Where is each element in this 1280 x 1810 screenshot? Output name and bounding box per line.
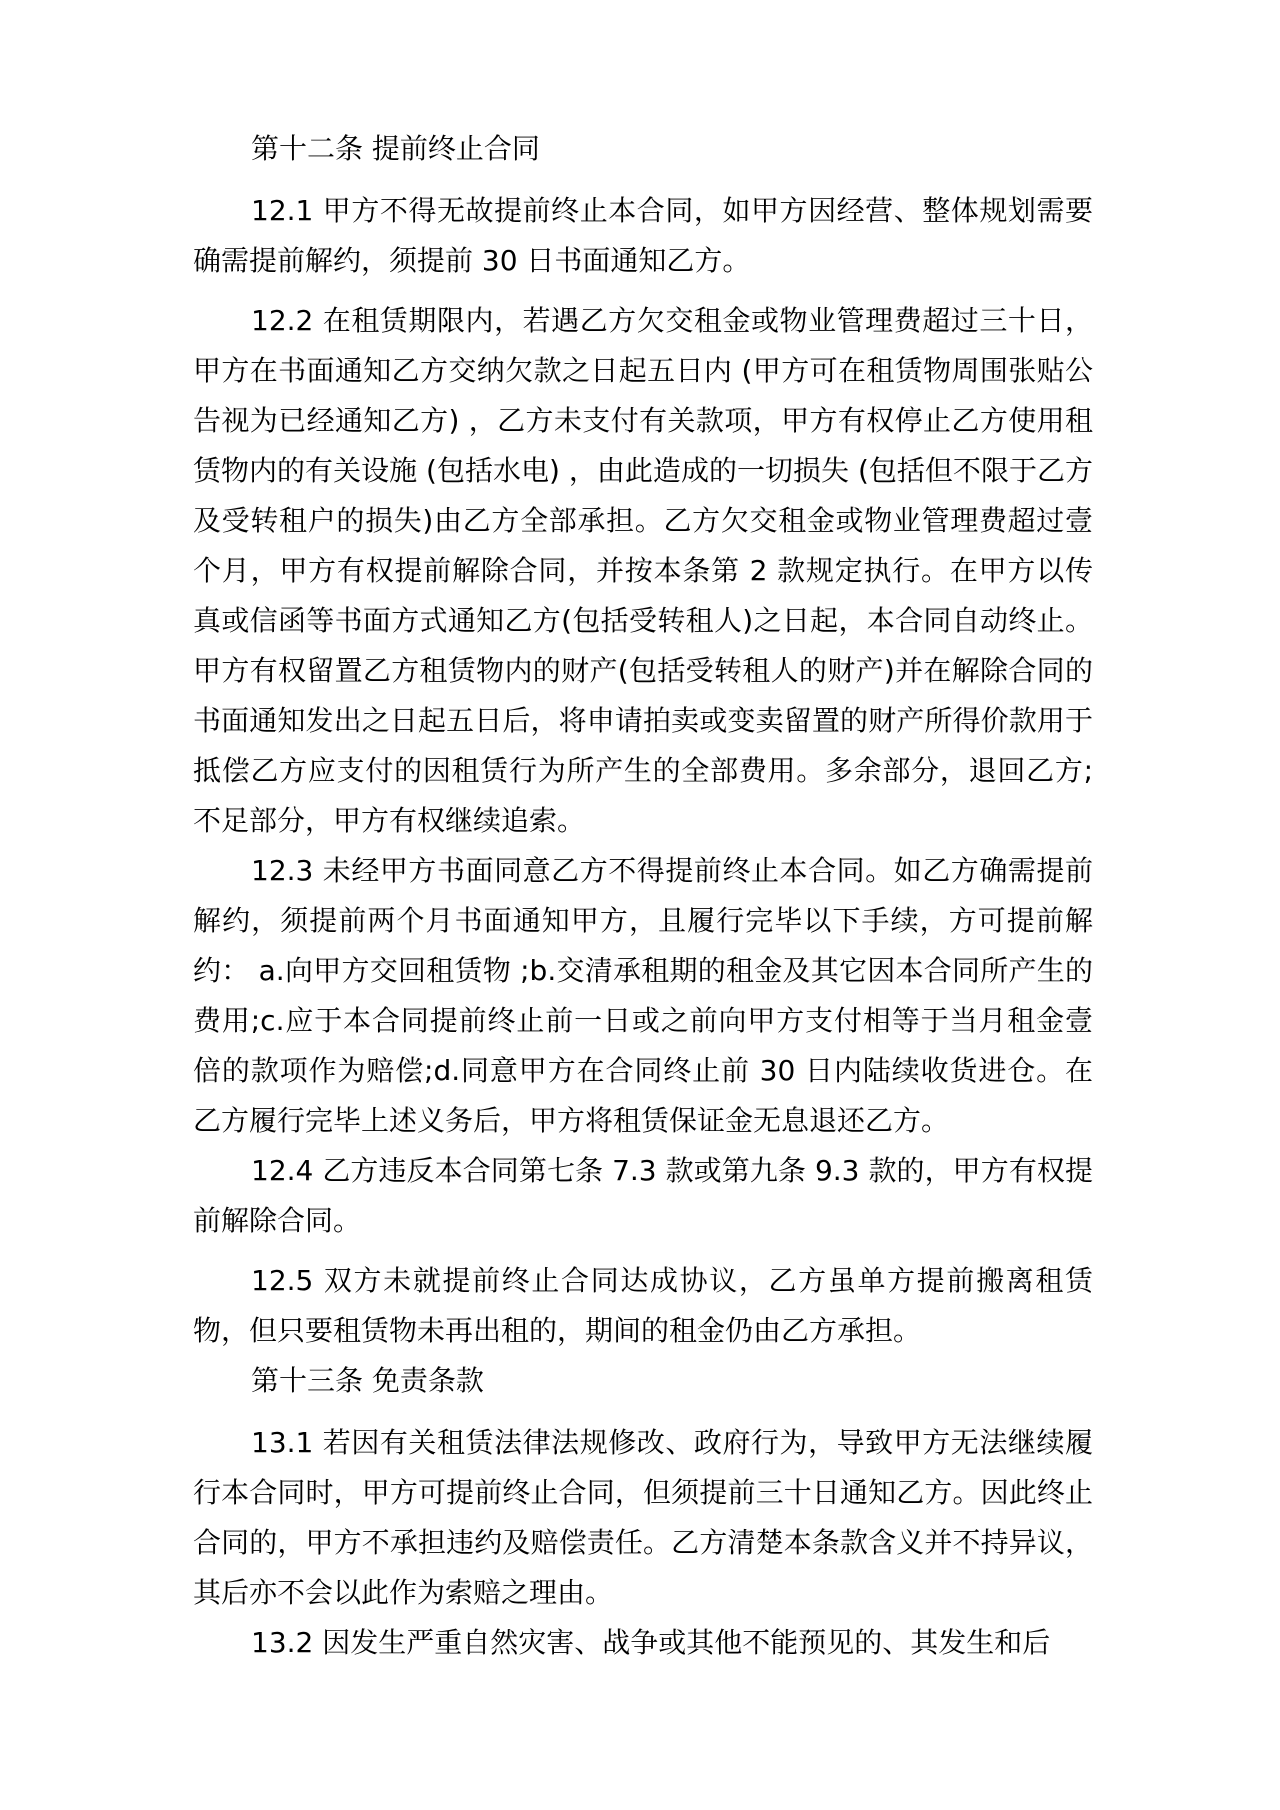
section-heading-13: 第十三条 免责条款 <box>251 1364 484 1397</box>
section-heading-12: 第十二条 提前终止合同 <box>251 132 540 165</box>
clause-13-1: 13.1 若因有关租赁法律法规修改、政府行为，导致甲方无法继续履行本合同时，甲方可提前终止合同，但须提前三十日通知乙方。因此终止合同的，甲方不承担违约及赔偿责任。乙方清楚本条款含义并不持异议，其后亦不会以此作为索赔之理由。 <box>193 1426 1093 1609</box>
clause-12-4: 12.4 乙方违反本合同第七条 7.3 款或第九条 9.3 款的，甲方有权提前解除合同。 <box>193 1154 1093 1237</box>
document-body <box>193 124 1093 1668</box>
clause-12-1: 12.1 甲方不得无故提前终止本合同，如甲方因经营、整体规划需要确需提前解约，须提前 30 日书面通知乙方。 <box>193 194 1093 277</box>
clause-13-2: 13.2 因发生严重自然灾害、战争或其他不能预见的、其发生和后 <box>251 1626 1051 1659</box>
clause-12-5: 12.5 双方未就提前终止合同达成协议，乙方虽单方提前搬离租赁物，但只要租赁物未再出租的，期间的租金仍由乙方承担。 <box>193 1264 1093 1347</box>
clause-12-3: 12.3 未经甲方书面同意乙方不得提前终止本合同。如乙方确需提前解约，须提前两个月书面通知甲方，且履行完毕以下手续，方可提前解约： a.向甲方交回租赁物 ;b.交清承租期的租金及其它因本合同所产生的费用;c.应于本合同提前终止前一日或之前向甲方支付相等于当月租金壹倍的款项作为赔偿;d.同意甲方在合同终止前 30 日内陆续收货进仓。在乙方履行完毕上述义务后，甲方将租赁保证金无息退还乙方。 <box>193 854 1093 1137</box>
clause-12-2: 12.2 在租赁期限内，若遇乙方欠交租金或物业管理费超过三十日，甲方在书面通知乙方交纳欠款之日起五日内 (甲方可在租赁物周围张贴公告视为已经通知乙方) ，乙方未支付有关款项，甲方有权停止乙方使用租赁物内的有关设施 (包括水电) ，由此造成的一切损失 (包括但不限于乙方及受转租户的损失)由乙方全部承担。乙方欠交租金或物业管理费超过壹个月，甲方有权提前解除合同，并按本条第 2 款规定执行。在甲方以传真或信函等书面方式通知乙方(包括受转租人)之日起，本合同自动终止。甲方有权留置乙方租赁物内的财产(包括受转租人的财产)并在解除合同的书面通知发出之日起五日后，将申请拍卖或变卖留置的财产所得价款用于抵偿乙方应支付的因租赁行为所产生的全部费用。多余部分，退回乙方;不足部分，甲方有权继续追索。 <box>193 304 1093 837</box>
